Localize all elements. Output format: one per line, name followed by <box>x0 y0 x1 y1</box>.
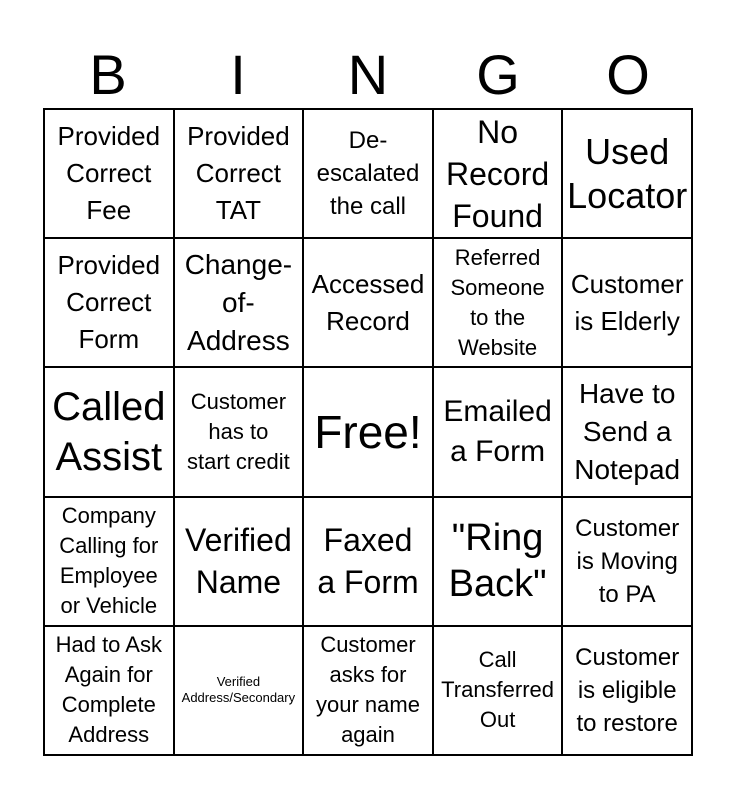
bingo-cell[interactable] <box>562 497 692 626</box>
header-letter-g: G <box>476 43 520 106</box>
bingo-cell[interactable] <box>562 109 692 238</box>
bingo-cell[interactable] <box>562 626 692 755</box>
cell-label: Customer is Elderly <box>570 268 684 336</box>
bingo-cell[interactable] <box>562 238 692 367</box>
cell-label: Emailed a Form <box>443 394 552 468</box>
cell-label: De- escalated the call <box>316 127 420 221</box>
header-letter-o: O <box>606 43 650 106</box>
bingo-cell[interactable] <box>303 109 433 238</box>
cell-label: Change- of- Address <box>184 248 293 356</box>
free-space-label: Free! <box>314 405 422 458</box>
header-letter-i: I <box>230 43 246 106</box>
bingo-cell[interactable] <box>433 109 563 238</box>
header-letter-b: B <box>89 43 127 106</box>
bingo-header <box>43 40 693 108</box>
bingo-cell[interactable] <box>303 238 433 367</box>
cell-label: Used Locator <box>567 130 688 216</box>
bingo-cell[interactable] <box>562 367 692 496</box>
cell-label: "Ring Back" <box>448 517 547 606</box>
bingo-cell[interactable] <box>174 626 304 755</box>
bingo-cell[interactable] <box>174 238 304 367</box>
cell-label: Customer is Moving to PA <box>575 514 680 608</box>
cell-label: Had to Ask Again for Complete Address <box>55 632 162 748</box>
bingo-cell[interactable] <box>174 367 304 496</box>
cell-label: Verified Name <box>185 522 292 601</box>
cell-label: Customer asks for your name again <box>316 632 420 748</box>
bingo-cell[interactable] <box>174 109 304 238</box>
cell-label: Company Calling for Employee or Vehicle <box>59 503 159 619</box>
bingo-cell[interactable] <box>433 497 563 626</box>
bingo-cell[interactable] <box>433 238 563 367</box>
bingo-cell[interactable] <box>303 497 433 626</box>
cell-label: Customer is eligible to restore <box>575 643 680 737</box>
bingo-board <box>43 108 693 756</box>
bingo-cell[interactable] <box>44 497 174 626</box>
cell-label: Have to Send a Notepad <box>574 377 681 485</box>
bingo-cell[interactable] <box>433 626 563 755</box>
bingo-cell[interactable] <box>44 238 174 367</box>
cell-label: Called Assist <box>52 384 166 479</box>
header-letter-n: N <box>347 43 389 106</box>
bingo-cell[interactable] <box>44 109 174 238</box>
bingo-cell[interactable] <box>44 626 174 755</box>
cell-label: Call Transferred Out <box>441 647 555 733</box>
cell-label: Verified Address/Secondary <box>181 674 296 706</box>
bingo-cell[interactable] <box>433 367 563 496</box>
cell-label: Customer has to start credit <box>187 388 290 474</box>
cell-label: No Record Found <box>446 113 550 234</box>
cell-label: Referred Someone to the Website <box>450 244 545 360</box>
cell-label: Provided Correct Fee <box>57 121 161 226</box>
cell-label: Faxed a Form <box>317 522 419 601</box>
bingo-cell[interactable] <box>44 367 174 496</box>
cell-label: Accessed Record <box>311 268 425 336</box>
bingo-cell[interactable] <box>174 497 304 626</box>
cell-label: Provided Correct TAT <box>187 121 290 226</box>
bingo-cell[interactable] <box>303 626 433 755</box>
cell-label: Provided Correct Form <box>57 250 161 355</box>
free-space-cell[interactable] <box>303 367 433 496</box>
